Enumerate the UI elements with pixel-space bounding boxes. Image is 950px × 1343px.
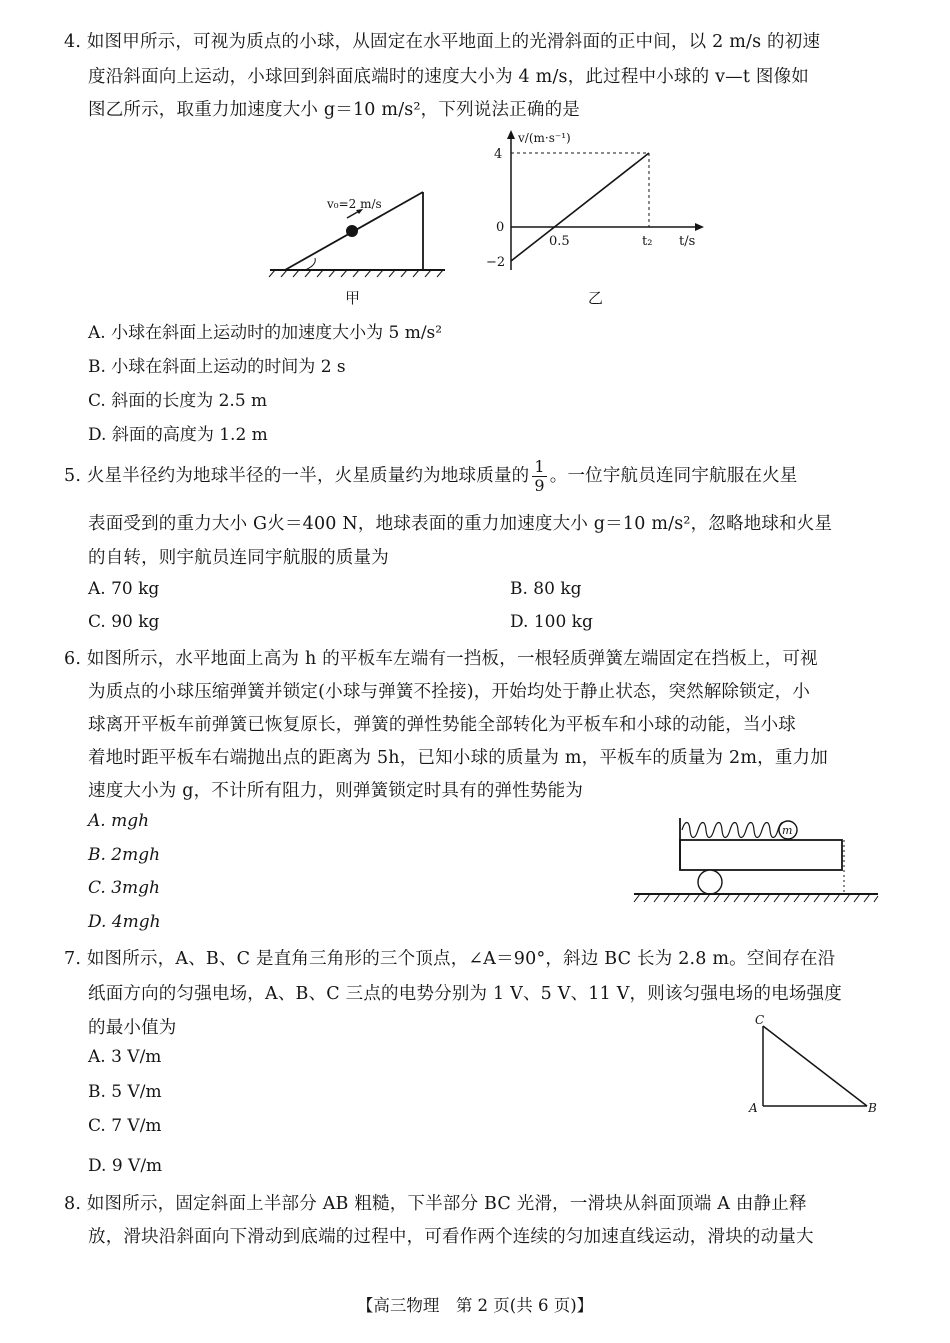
page-footer: 【高三物理 第 2 页(共 6 页)】 [356,1296,594,1315]
q5-fraction-denominator: 9 [534,476,545,495]
vt-line [511,153,649,261]
x-axis-label: t/s [679,234,696,249]
q7-line-1: 7. 如图所示，A、B、C 是直角三角形的三个顶点，∠A＝90°，斜边 BC 长为 2.8 m。空间存在沿 [64,949,836,969]
q6-line-3: 球离开平板车前弹簧已恢复原长，弹簧的弹性势能全部转化为平板车和小球的动能，当小球 [88,715,796,735]
cart-ground-hatch [634,894,878,902]
q8-line-2: 放，滑块沿斜面向下滑动到底端的过程中，可看作两个连续的匀加速直线运动，滑块的动量大 [88,1227,814,1247]
angle-arc [305,258,315,270]
ground-hatch [269,270,443,277]
q7-option-c: C. 7 V/m [88,1116,162,1136]
q4-line-1: 4. 如图甲所示，可视为质点的小球，从固定在水平地面上的光滑斜面的正中间，以 2 m/s 的初速 [64,32,821,52]
v0-label: v₀=2 m/s [327,197,382,211]
q5-line-3: 的自转，则宇航员连同宇航服的质量为 [88,548,389,568]
q4-option-b: B. 小球在斜面上运动的时间为 2 s [88,357,346,377]
side-bc [763,1026,867,1106]
y-axis-label: v/(m·s⁻¹) [518,131,571,145]
figure-yi-caption: 乙 [588,289,604,307]
figure-yi-vt-graph [478,130,708,290]
q5-option-b: B. 80 kg [510,579,582,599]
q5-option-d: D. 100 kg [510,612,593,632]
y-tick-0: 0 [496,220,505,235]
vertex-b-label: B [868,1101,877,1115]
q5-line-1-before: 5. 火星半径约为地球半径的一半，火星质量约为地球质量的 [64,466,530,486]
y-tick-neg2: −2 [486,255,506,270]
q5-fraction-numerator: 1 [534,457,545,476]
cart-body [680,840,842,870]
q5-line-1-after: 。一位宇航员连同宇航服在火星 [549,466,798,486]
q4-option-d: D. 斜面的高度为 1.2 m [88,425,268,445]
y-axis-arrow [507,130,515,139]
spring [682,823,786,838]
q6-option-b: B. 2mgh [88,845,161,865]
cart-wheel [698,870,722,894]
q7-option-d: D. 9 V/m [88,1156,163,1176]
q5-line-1 [64,458,798,495]
q6-option-a: A. mgh [88,811,150,831]
q6-line-2: 为质点的小球压缩弹簧并锁定(小球与弹簧不拴接)，开始均处于静止状态，突然解除锁定，小 [88,682,811,702]
q7-option-a: A. 3 V/m [88,1047,162,1067]
x-axis-arrow [695,223,704,231]
q4-line-2: 度沿斜面向上运动，小球回到斜面底端时的速度大小为 4 m/s，此过程中小球的 v—t 图像如 [88,67,809,87]
ball-m-label: m [782,824,793,837]
figure-jia-caption: 甲 [345,289,361,307]
q4-option-a: A. 小球在斜面上运动时的加速度大小为 5 m/s² [88,323,443,343]
q8-line-1: 8. 如图所示，固定斜面上半部分 AB 粗糙，下半部分 BC 光滑，一滑块从斜面顶端 A 由静止释 [64,1194,807,1214]
q6-option-d: D. 4mgh [88,912,161,932]
q6-option-c: C. 3mgh [88,878,160,898]
figure-cart-spring [632,810,882,915]
q5-option-a: A. 70 kg [88,579,160,599]
ball [346,225,358,237]
x-tick-t2: t₂ [642,234,653,249]
q7-line-2: 纸面方向的匀强电场，A、B、C 三点的电势分别为 1 V、5 V、11 V，则该匀强电场的电场强度 [88,984,842,1004]
q4-line-3: 图乙所示，取重力加速度大小 g＝10 m/s²，下列说法正确的是 [88,100,580,120]
q6-line-5: 速度大小为 g，不计所有阻力，则弹簧锁定时具有的弹性势能为 [88,781,584,801]
q5-option-c: C. 90 kg [88,612,160,632]
q5-line-2: 表面受到的重力大小 G火＝400 N，地球表面的重力加速度大小 g＝10 m/s²，忽略地球和火星 [88,514,833,534]
q6-line-4: 着地时距平板车右端抛出点的距离为 5h，已知小球的质量为 m，平板车的质量为 2m，重力加 [88,748,828,768]
q5-fraction [532,458,546,495]
q6-line-1: 6. 如图所示，水平地面上高为 h 的平板车左端有一挡板，一根轻质弹簧左端固定在挡板上，可视 [64,649,818,669]
q7-option-b: B. 5 V/m [88,1082,162,1102]
figure-triangle-abc [745,1012,885,1122]
vertex-c-label: C [755,1013,765,1027]
y-tick-4: 4 [494,147,503,162]
x-tick-0-5: 0.5 [549,234,570,249]
q4-option-c: C. 斜面的长度为 2.5 m [88,391,268,411]
vertex-a-label: A [749,1101,758,1115]
q7-line-3: 的最小值为 [88,1018,177,1038]
